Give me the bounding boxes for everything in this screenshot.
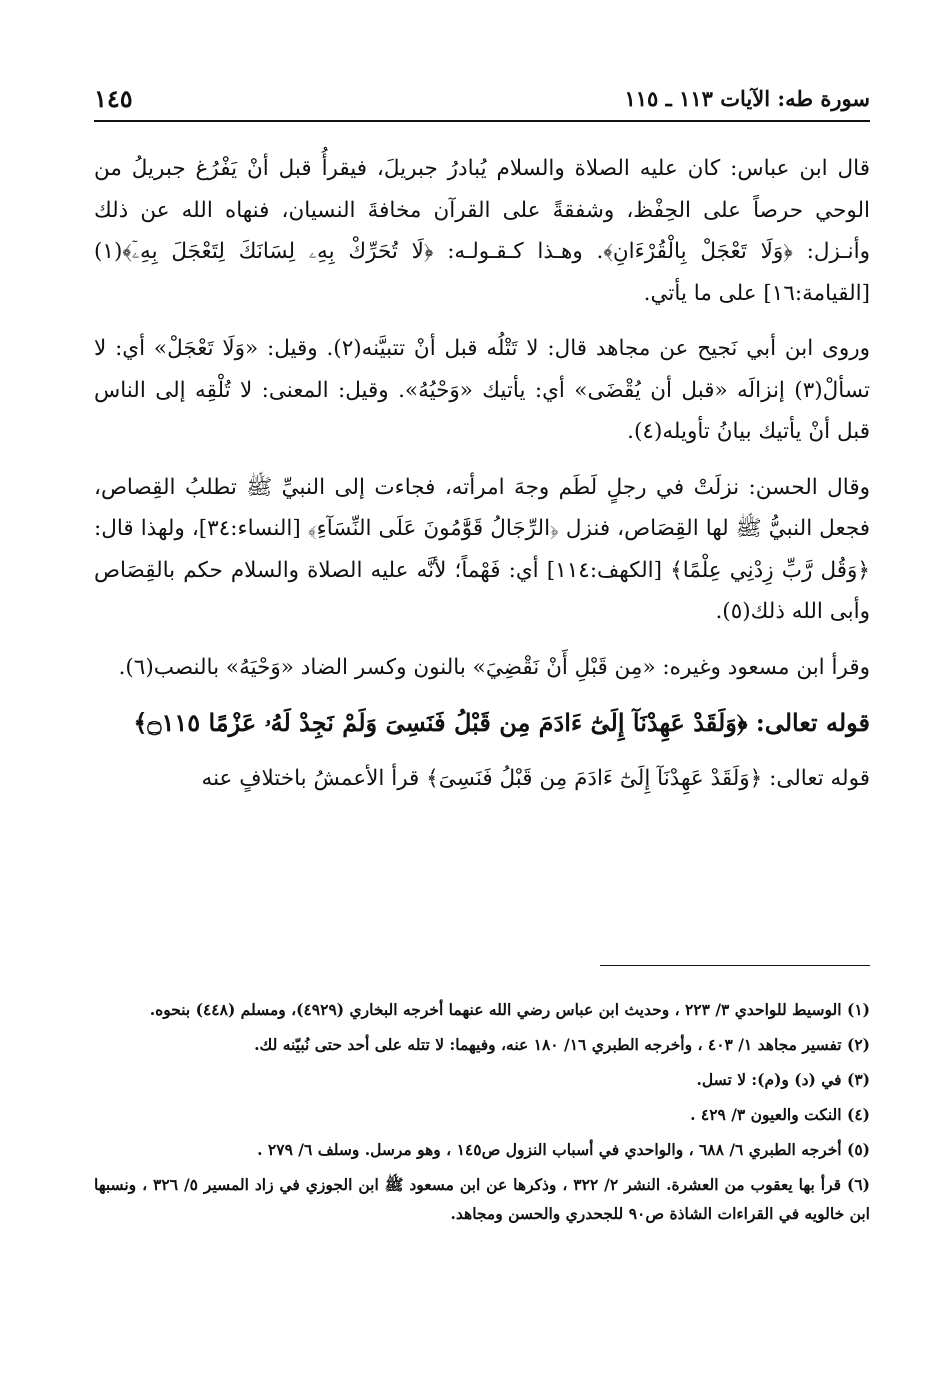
footnote-rule xyxy=(600,965,870,966)
footnote: (٤) النكت والعيون ٣/ ٤٢٩ . xyxy=(690,1105,870,1124)
verse-text: ﴿وَلَقَدْ عَهِدْنَآ إِلَىٰٓ ءَادَمَ مِن قَبْلُ فَنَسِىَ وَلَمْ نَجِدْ لَهُۥ عَزْمًا ۝١١٥﴾ xyxy=(133,708,748,737)
paragraph-1: قال ابن عباس: كان عليه الصلاة والسلام يُبادرُ جبريلَ، فيقرأُ قبل أنْ يَفْرُغ جبريلُ من الوحي حرصاً على الحِفْظ، وشفقةً على القرآن مخافةَ النسيان، فنهاه الله عن ذلك وأنـزل: ﴿وَلَا تَعْجَلْ بِالْقُرْءَانِ﴾. وهـذا كـقـولـه: ﴿لَا تُحَرِّكْ بِهِۦ لِسَانَكَ لِتَعْجَلَ بِهِۦٓ﴾(١) [القيامة:١٦] على ما يأتي. xyxy=(94,156,870,306)
footnote: (٥) أخرجه الطبري ٦/ ٦٨٨ ، والواحدي في أسباب النزول ص١٤٥ ، وهو مرسل. وسلف ٦/ ٢٧٩ . xyxy=(257,1140,870,1159)
footnote: (٣) في (د) و(م): لا تسل. xyxy=(696,1070,870,1089)
footnote: (٢) تفسير مجاهد ١/ ٤٠٣ ، وأخرجه الطبري ١٦/ ١٨٠ عنه، وفيهما: لا تتله على أحد حتى نُبيّنه لك. xyxy=(254,1035,870,1054)
verse-label: قوله تعالى: xyxy=(755,708,870,737)
page-header xyxy=(94,78,870,118)
header-rule xyxy=(94,120,870,122)
footnote: (٦) قرأ بها يعقوب من العشرة. النشر ٢/ ٣٢٢ ، وذكرها عن ابن مسعود ﷺ ابن الجوزي في زاد المسير ٥/ ٣٢٦ ، ونسبها ابن خالويه في القراءات الشاذة ص٩٠ للجحدري والحسن ومجاهد. xyxy=(94,1175,871,1223)
page-number: ١٤٥ xyxy=(94,84,133,113)
paragraph-3: وقال الحسن: نزلَتْ في رجلٍ لَطَم وجهَ امرأته، فجاءت إلى النبيِّ ﷺ تطلبُ القِصاص، فجعل النبيُّ ﷺ لها القِصَاص، فنزل ﴿الرِّجَالُ قَوَّٰمُونَ عَلَى النِّسَآءِ﴾ [النساء:٣٤]، ولهذا قال: ﴿وَقُل رَّبِّ زِدْنِي عِلْمًا﴾ [الكهف:١١٤] أي: فَهْماً؛ لأنَّه عليه الصلاة والسلام حكم بالقِصَاص وأبى الله ذلك(٥). xyxy=(94,474,870,624)
running-title: سورة طه: الآيات ١١٣ ـ ١١٥ xyxy=(624,86,870,111)
verse-heading xyxy=(94,702,870,744)
paragraph-4: وقرأ ابن مسعود وغيره: «مِن قَبْلِ أَنْ نَقْضِيَ» بالنون وكسر الضاد «وَحْيَهُ» بالنصب(٦). xyxy=(118,654,870,680)
paragraph-5: قوله تعالى: ﴿وَلَقَدْ عَهِدْنَآ إِلَىٰٓ ءَادَمَ مِن قَبْلُ فَنَسِىَ﴾ قرأ الأعمشُ باختلافٍ عنه xyxy=(201,765,870,791)
footnotes xyxy=(94,995,870,1234)
footnote: (١) الوسيط للواحدي ٣/ ٢٢٣ ، وحديث ابن عباس رضي الله عنهما أخرجه البخاري (٤٩٢٩)، ومسلم (٤٤٨) بنحوه. xyxy=(149,1000,870,1019)
paragraph-2: وروى ابن أبي نَجيح عن مجاهد قال: لا تَتْلُه قبل أنْ تتبيَّنه(٢). وقيل: «وَلَا تَعْجَلْ» أي: لا تسألْ(٣) إنزالَه «قبل أن يُقْضَى» أي: يأتيك «وَحْيُهُ». وقيل: المعنى: لا تُلْقِه إلى الناس قبل أنْ يأتيك بيانُ تأويله(٤). xyxy=(94,336,871,444)
main-text xyxy=(94,148,870,813)
